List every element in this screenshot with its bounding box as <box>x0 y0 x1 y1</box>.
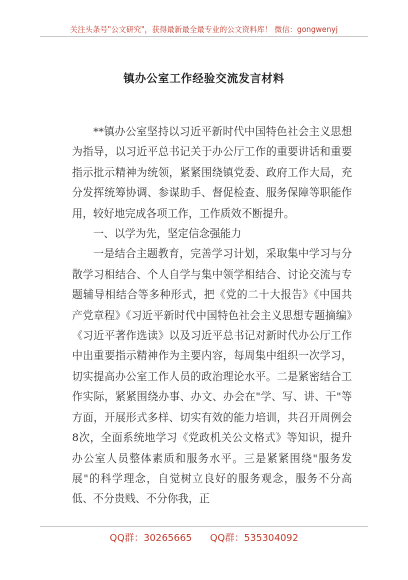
document-body <box>72 122 352 510</box>
body-paragraph-section-1: 一是结合主题教育，完善学习计划，采取集中学习与分散学习相结合、个人自学与集中领学相结合、讨论交流与专题辅导相结合等多种形式，把《党的二十大报告》《中国共产党章程》《习近平新时代中国特色社会主义思想专题摘编》《习近平著作选读》以及习近平总书记对新时代办公厅工作中出重要指示精神作为主要内容，每周集中组织一次学习，切实提高办公室工作人员的政治理论水平。二是紧密结合工作实际，紧紧围绕办事、办文、办会在"学、写、讲、干"等方面，开展形式多样、切实有效的能力培训，共召开周例会8次，全面系统地学习《党政机关公文格式》等知识，提升办公室人员整体素质和服务水平。三是紧紧围绕"服务发展"的科学理念，自觉树立良好的服务观念，服务不分高低、不分贵贱、不分你我，正 <box>72 248 352 506</box>
header-divider <box>40 36 368 37</box>
footer-contact-note: QQ群：30265665 QQ群：535304092 <box>109 533 299 544</box>
footer-divider <box>40 526 368 527</box>
section-heading-1: 一、以学为先，坚定信念强能力 <box>93 228 242 241</box>
body-paragraph-intro: **镇办公室坚持以习近平新时代中国特色社会主义思想为指导，以习近平总书记关于办公厅工作的重要讲话和重要指示批示精神为统领，紧紧围绕镇党委、政府工作大局，充分发挥统筹协调、参谋助手、督促检查、服务保障等职能作用，较好地完成各项工作，工作质效不断提升。 <box>72 126 352 220</box>
document-title: 镇办公室工作经验交流发言材料 <box>123 72 285 85</box>
header-promo-note: 关注头条号"公文研究"，获得最新最全最专业的公文资料库！ 微信：gongwenyj <box>70 25 338 34</box>
